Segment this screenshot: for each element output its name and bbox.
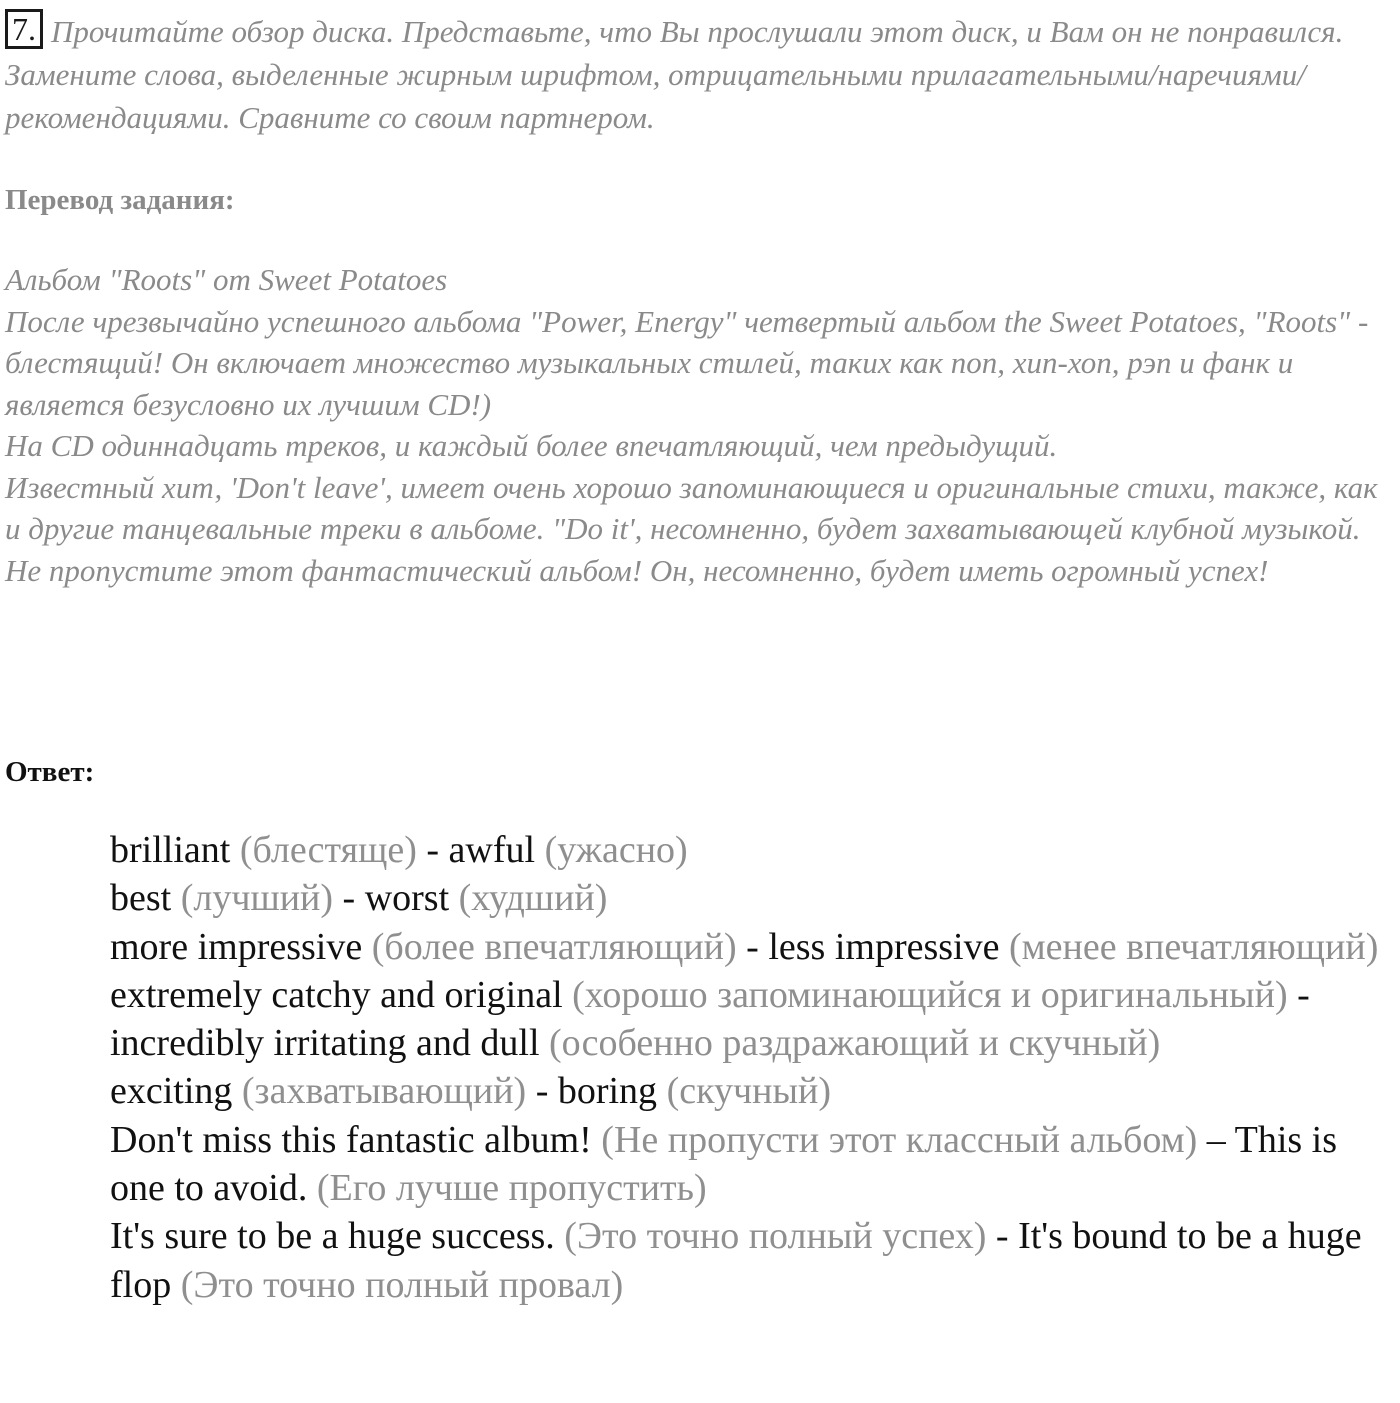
translation-line: Известный хит, 'Don't leave', имеет очень хорошо запоминающиеся и оригинальные стихи, также, как и другие танцевальные треки в альбоме. "Do it', несомненно, будет захватывающей клубной музыкой. (5, 469, 1378, 546)
pair-separator: - (535, 1070, 549, 1113)
positive-phrase: more impressive (110, 925, 363, 968)
answer-item (110, 923, 1400, 971)
negative-phrase: worst (364, 877, 450, 920)
negative-translation: (особенно раздражающий и скучный) (549, 1022, 1161, 1065)
negative-translation: (Его лучше пропустить) (316, 1167, 707, 1210)
answer-item (110, 1067, 1400, 1115)
answer-list (110, 826, 1400, 1309)
positive-phrase: It's sure to be a huge success. (110, 1215, 555, 1258)
positive-translation: (хорошо запоминающийся и оригинальный) (572, 973, 1288, 1016)
negative-translation: (ужасно) (544, 829, 688, 871)
positive-phrase: brilliant (110, 829, 231, 871)
negative-translation: (Это точно полный провал) (180, 1263, 624, 1306)
task-instruction-block (5, 9, 1393, 139)
translation-text (5, 259, 1395, 591)
pair-separator: – (1206, 1118, 1226, 1161)
negative-phrase: awful (448, 829, 536, 871)
task-number-box: 7. (5, 9, 43, 49)
positive-phrase: best (110, 877, 172, 920)
translation-line: Альбом "Roots" от Sweet Potatoes (5, 262, 448, 297)
positive-phrase: exciting (110, 1070, 233, 1113)
positive-translation: (захватывающий) (241, 1070, 527, 1113)
answer-item (110, 971, 1400, 1068)
positive-translation: (Не пропусти этот классный альбом) (601, 1118, 1198, 1161)
positive-phrase: extremely catchy and original (110, 973, 563, 1016)
negative-translation: (скучный) (666, 1070, 831, 1113)
positive-translation: (блестяще) (239, 829, 417, 871)
answer-item (110, 1212, 1400, 1309)
answer-item (110, 826, 1400, 874)
negative-translation: (худший) (458, 877, 608, 920)
positive-phrase: Don't miss this fantastic album! (110, 1118, 592, 1161)
negative-phrase: It's bound to be a huge flop (110, 1215, 1362, 1306)
pair-separator: - (426, 829, 440, 871)
pair-separator: - (1297, 973, 1310, 1016)
pair-separator: - (342, 877, 356, 920)
negative-phrase: boring (557, 1070, 658, 1113)
pair-separator: - (995, 1215, 1009, 1258)
negative-phrase: less impressive (768, 925, 1000, 968)
pair-separator: - (746, 925, 759, 968)
positive-translation: (более впечатляющий) (371, 925, 737, 968)
answer-heading: Ответ: (5, 756, 95, 788)
translation-line: После чрезвычайно успешного альбома "Power, Energy" четвертый альбом the Sweet Potatoes, "Roots" - блестящий! Он включает множество музыкальных стилей, таких как поп, хип-хоп, рэп и фанк и является безусловно их лучшим CD!) (5, 303, 1369, 422)
answer-item (110, 874, 1400, 922)
negative-phrase: This is one to avoid. (110, 1118, 1338, 1210)
translation-line: На CD одиннадцать треков, и каждый более впечатляющий, чем предыдущий. (5, 428, 1058, 463)
task-instruction-text: Прочитайте обзор диска. Представьте, что Вы прослушали этот диск, и Вам он не понравился. Замените слова, выделенные жирным шрифтом, отрицательными прилагательными/наречиями/рекомендациями. Сравните со своим партнером. (5, 14, 1344, 135)
translation-line: Не пропустите этот фантастический альбом! Он, несомненно, будет иметь огромный успех! (5, 552, 1269, 588)
negative-phrase: incredibly irritating and dull (110, 1022, 540, 1065)
positive-translation: (Это точно полный успех) (564, 1215, 987, 1258)
positive-translation: (лучший) (180, 877, 334, 920)
negative-translation: (менее впечатляющий) (1008, 925, 1379, 968)
answer-item (110, 1116, 1400, 1213)
translation-heading: Перевод задания: (5, 184, 235, 216)
